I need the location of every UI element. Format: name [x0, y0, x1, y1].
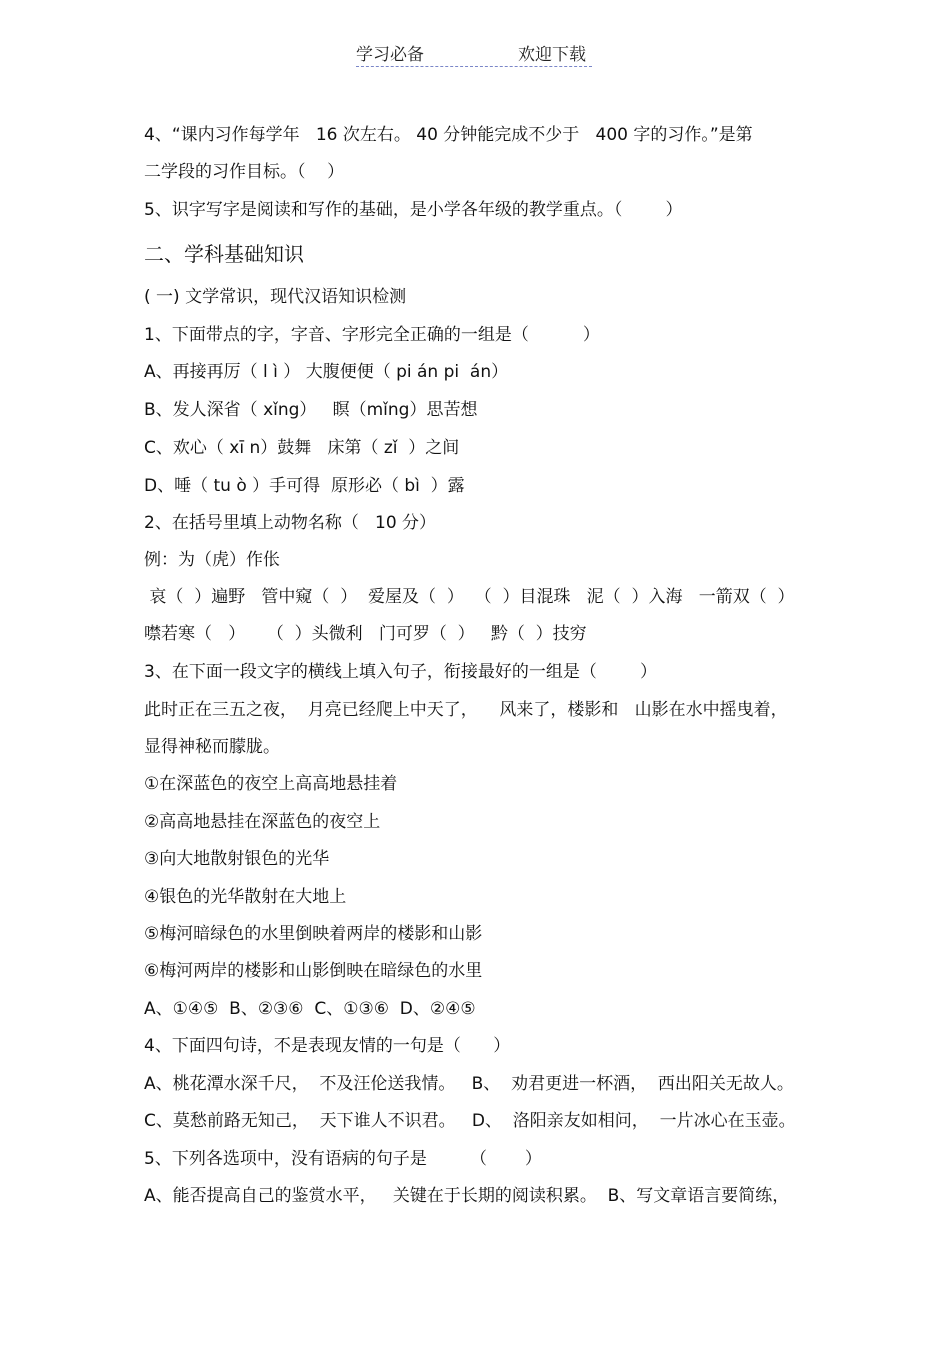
q3-prompt: 3、在下面一段文字的横线上填入句子，衔接最好的一组是（ ） — [144, 662, 658, 682]
q2-example: 例：为（虎）作伥 — [144, 550, 280, 570]
question-4-line-1: 4、“课内习作每学年 16 次左右。 40 分钟能完成不少于 400 字的习作。”是第 — [144, 125, 753, 145]
q3-options: A、①④⑤ B、②③⑥ C、①③⑥ D、②④⑤ — [144, 999, 476, 1019]
question-4-line-2: 二学段的习作目标。（ ） — [144, 162, 345, 182]
q5-prompt: 5、下列各选项中，没有语病的句子是 （ ） — [144, 1149, 542, 1169]
q3-choice-2: ②高高地悬挂在深蓝色的夜空上 — [144, 812, 381, 832]
q1-option-c: C、欢心（ xī n）鼓舞 床第（ zǐ ）之间 — [144, 438, 460, 458]
q3-choice-4: ④银色的光华散射在大地上 — [144, 887, 347, 907]
q1-option-b: B、发人深省（ xǐng） 瞑（mǐng）思苦想 — [144, 400, 478, 420]
header-right-text: 欢迎下载 — [518, 45, 586, 65]
q5-option-a: A、能否提高自己的鉴赏水平， 关键在于长期的阅读积累。 B、写文章语言要简练， — [144, 1186, 790, 1206]
q1-option-a: A、再接再厉（ l ì ） 大腹便便（ pi án pi án） — [144, 362, 509, 382]
section-heading: 二、学科基础知识 — [144, 242, 304, 266]
q3-passage-line-2: 显得神秘而朦胧。 — [144, 737, 280, 757]
q3-choice-3: ③向大地散射银色的光华 — [144, 849, 330, 869]
q3-choice-1: ①在深蓝色的夜空上高高地悬挂着 — [144, 774, 398, 794]
q2-idioms-row-2: 噤若寒（ ） （ ）头微利 门可罗（ ） 黔（ ）技穷 — [144, 624, 587, 644]
page-header — [356, 40, 592, 67]
q3-choice-6: ⑥梅河两岸的楼影和山影倒映在暗绿色的水里 — [144, 961, 483, 981]
q3-choice-5: ⑤梅河暗绿色的水里倒映着两岸的楼影和山影 — [144, 924, 483, 944]
header-left-text: 学习必备 — [356, 45, 424, 65]
q2-idioms-row-1: 哀（ ）遍野 管中窥（ ） 爱屋及（ ） （ ）目混珠 泥（ ）入海 一箭双（ ） — [144, 587, 795, 607]
question-5-line: 5、识字写字是阅读和写作的基础，是小学各年级的教学重点。（ ） — [144, 200, 683, 220]
q2-prompt: 2、在括号里填上动物名称（ 10 分） — [144, 513, 437, 533]
q1-option-d: D、唾（ tu ò ）手可得 原形必（ bì ）露 — [144, 476, 465, 496]
q1-prompt: 1、下面带点的字，字音、字形完全正确的一组是（ ） — [144, 325, 600, 345]
subsection-heading: ( 一) 文学常识，现代汉语知识检测 — [144, 287, 407, 307]
q3-passage-line-1: 此时正在三五之夜， 月亮已经爬上中天了， 风来了，楼影和 山影在水中摇曳着， — [144, 700, 788, 720]
q4-options-cd: C、莫愁前路无知己， 天下谁人不识君。 D、 洛阳亲友如相问， 一片冰心在玉壶。 — [144, 1111, 796, 1131]
q4-options-ab: A、桃花潭水深千尺， 不及汪伦送我情。 B、 劝君更进一杯酒， 西出阳关无故人。 — [144, 1074, 794, 1094]
q4-prompt: 4、下面四句诗，不是表现友情的一句是（ ） — [144, 1036, 511, 1056]
